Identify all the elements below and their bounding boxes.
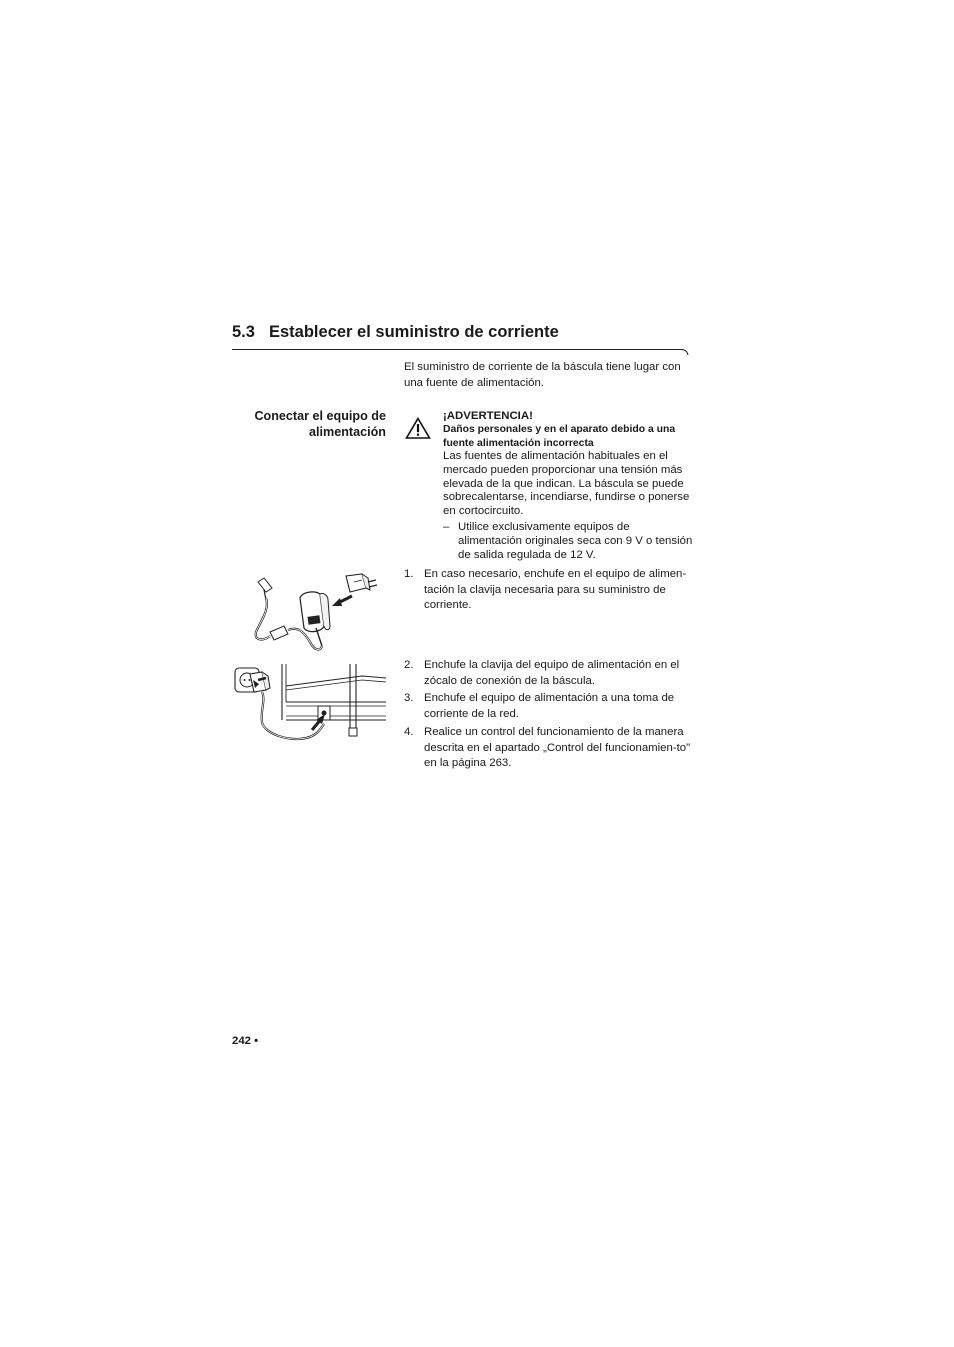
warning-triangle-icon: [405, 417, 431, 439]
section-title-text: Establecer el suministro de corriente: [269, 323, 559, 341]
side-heading: Conectar el equipo de alimentación: [254, 409, 386, 439]
step-text: Realice un control del funcionamiento de la manera descrita en el apartado „Control del funcionamien-to" en la página 263.: [424, 726, 691, 769]
intro-paragraph: El suministro de corriente de la báscula tiene lugar con una fuente de alimentación.: [404, 361, 681, 389]
section-number: 5.3: [232, 323, 255, 341]
list-item: [404, 658, 694, 689]
dash-item-text: Utilice exclusivamente equipos de alimentación originales seca con 9 V o tensión de salida regulada de 12 V.: [458, 520, 693, 561]
power-adapter-illustration: [250, 570, 380, 658]
list-item: [404, 725, 694, 772]
warning-subtitle: Daños personales y en el aparato debido a una fuente alimentación incorrecta: [443, 424, 676, 449]
section-title: [232, 323, 559, 342]
list-item: [404, 691, 694, 722]
dash-marker: –: [443, 520, 450, 533]
step-number: 1.: [404, 568, 414, 580]
step-text: Enchufe la clavija del equipo de alimentación en el zócalo de conexión de la báscula.: [424, 659, 680, 687]
list-item: [404, 567, 694, 614]
step-number: 4.: [404, 726, 414, 738]
scale-connection-illustration: [232, 660, 388, 746]
warning-block: [443, 409, 695, 562]
warning-dash-item: [443, 521, 695, 562]
step-number: 2.: [404, 659, 414, 671]
step-text: Enchufe el equipo de alimentación a una toma de corriente de la red.: [424, 692, 675, 720]
step-number: 3.: [404, 692, 414, 704]
warning-title: ¡ADVERTENCIA!: [443, 410, 533, 422]
warning-body: Las fuentes de alimentación habituales en el mercado pueden proporcionar una tensión más elevada de la que indican. La báscula se puede sobrecalentarse, incendiarse, fundirse o ponerse en cortocircuito.: [443, 450, 690, 518]
step-text: En caso necesario, enchufe en el equipo de alimen-tación la clavija necesaria para su suministro de corriente.: [424, 568, 687, 611]
heading-rule: [232, 343, 692, 357]
page-number: 242 •: [232, 1035, 259, 1047]
